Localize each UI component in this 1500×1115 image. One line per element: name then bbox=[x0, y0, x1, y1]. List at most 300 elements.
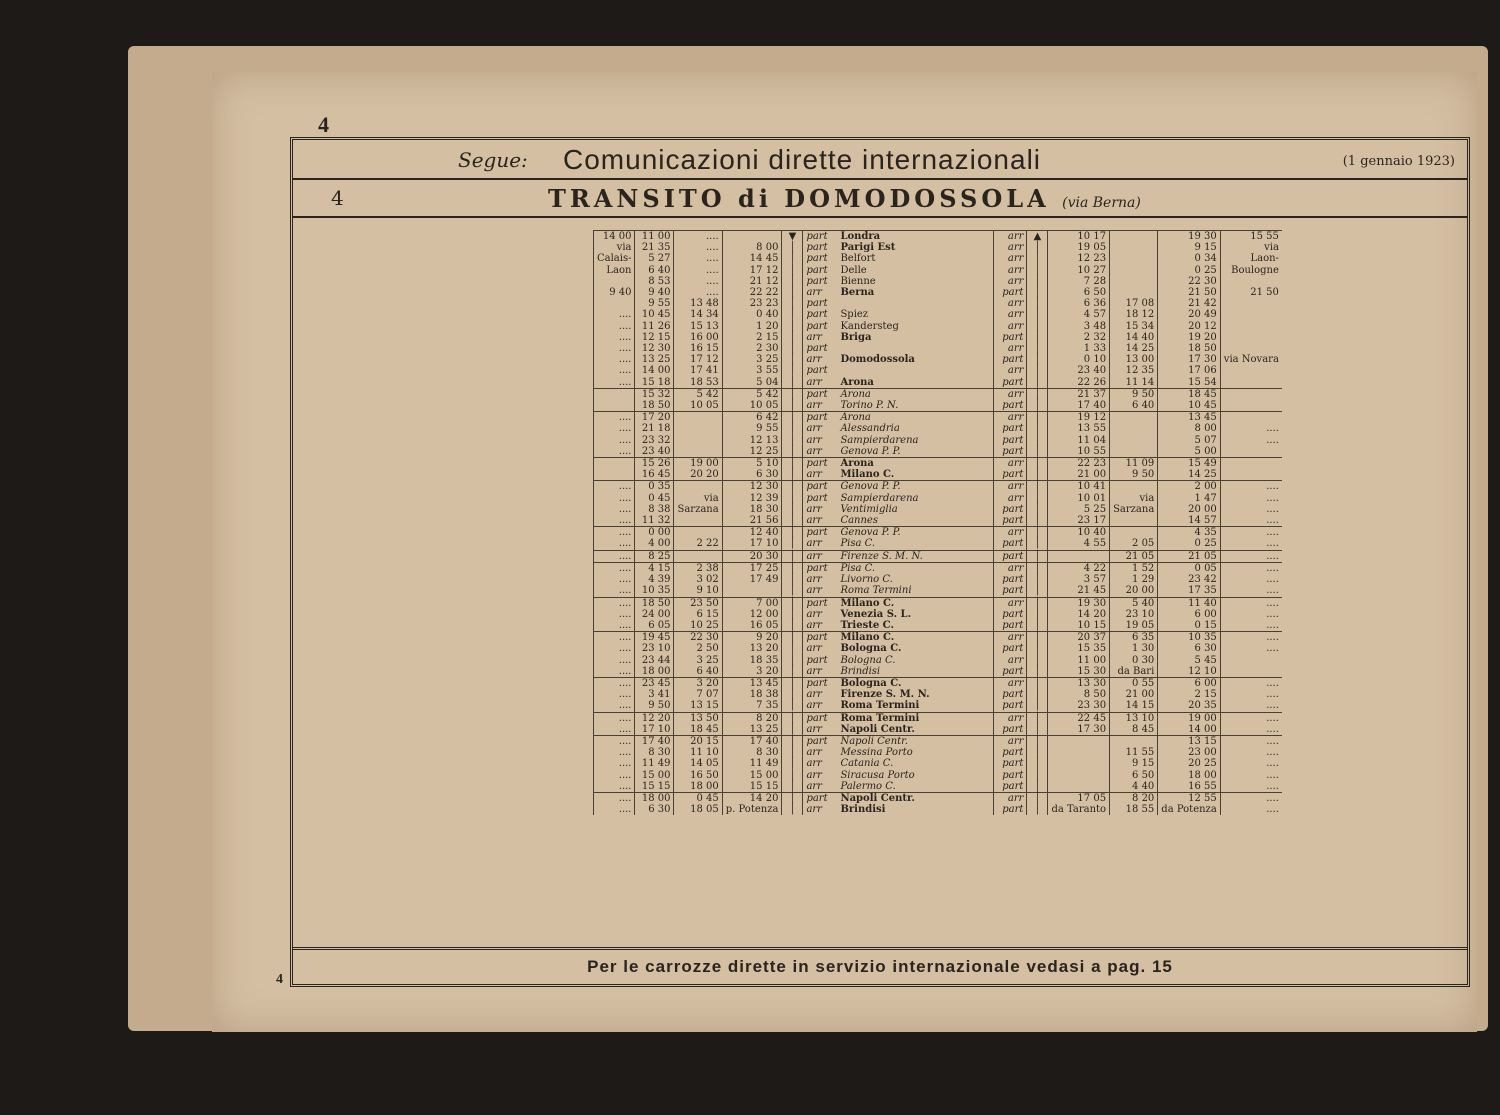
time-cell: 4 22 bbox=[1048, 562, 1110, 574]
arr-part-label: arr bbox=[994, 365, 1027, 376]
arrow-up-icon: │ bbox=[1027, 493, 1048, 504]
station-name: Roma Termini bbox=[837, 712, 994, 724]
time-cell: 14 15 bbox=[1110, 700, 1158, 712]
arr-part-label: part bbox=[803, 265, 838, 276]
arr-part-label: arr bbox=[803, 620, 838, 632]
time-cell: 23 50 bbox=[674, 597, 722, 609]
arrow-up-icon: │ bbox=[1027, 253, 1048, 264]
arr-part-label: part bbox=[994, 770, 1027, 781]
arrow-down-icon: │ bbox=[782, 515, 803, 527]
arrow-down-icon: │ bbox=[782, 469, 803, 481]
arr-part-label: arr bbox=[994, 388, 1027, 400]
arr-part-label: arr bbox=[803, 643, 838, 654]
time-cell: .... bbox=[594, 309, 635, 320]
time-cell bbox=[1220, 655, 1282, 666]
arrow-down-icon: │ bbox=[782, 677, 803, 689]
time-cell: 23 32 bbox=[635, 435, 674, 446]
time-cell: 20 00 bbox=[1158, 504, 1221, 515]
arr-part-label: arr bbox=[994, 253, 1027, 264]
time-cell: .... bbox=[1220, 804, 1282, 815]
time-cell: .... bbox=[674, 231, 722, 243]
arrow-down-icon: │ bbox=[782, 412, 803, 424]
timetable-row bbox=[594, 493, 1282, 504]
station-name: Milano C. bbox=[840, 469, 895, 481]
time-cell: 11 09 bbox=[1110, 458, 1158, 470]
time-cell: 21 42 bbox=[1158, 298, 1221, 309]
time-cell: 22 45 bbox=[1048, 712, 1110, 724]
time-cell bbox=[1110, 435, 1158, 446]
time-cell: 21 00 bbox=[1110, 689, 1158, 700]
time-cell: 4 57 bbox=[1048, 309, 1110, 320]
arrow-down-icon: │ bbox=[782, 332, 803, 343]
arr-part-label: arr bbox=[994, 632, 1027, 644]
time-cell: 6 30 bbox=[722, 469, 782, 481]
arr-part-label: arr bbox=[803, 354, 838, 365]
arrow-down-icon: │ bbox=[782, 620, 803, 632]
time-cell: 6 36 bbox=[1048, 298, 1110, 309]
time-cell: .... bbox=[594, 493, 635, 504]
time-cell: Calais- bbox=[594, 253, 635, 264]
arrow-down-icon: │ bbox=[782, 770, 803, 781]
station-name: Napoli Centr. bbox=[837, 792, 994, 804]
time-cell: 0 40 bbox=[722, 309, 782, 320]
arr-part-label: arr bbox=[803, 689, 838, 700]
arrow-down-icon: │ bbox=[782, 700, 803, 712]
station-name: Bienne bbox=[840, 275, 876, 287]
time-cell: 9 50 bbox=[1110, 388, 1158, 400]
time-cell: 0 34 bbox=[1158, 253, 1221, 264]
arrow-down-icon: │ bbox=[782, 377, 803, 389]
time-cell: 8 20 bbox=[1110, 792, 1158, 804]
time-cell: 4 00 bbox=[635, 538, 674, 550]
arr-part-label: part bbox=[803, 321, 838, 332]
time-cell: 15 54 bbox=[1158, 377, 1221, 389]
timetable-row bbox=[594, 412, 1282, 424]
time-cell: 13 25 bbox=[722, 724, 782, 736]
time-cell: .... bbox=[1220, 735, 1282, 747]
time-cell: 20 30 bbox=[722, 550, 782, 562]
arr-part-label: arr bbox=[803, 400, 838, 412]
timetable-row bbox=[594, 354, 1282, 365]
time-cell: 8 45 bbox=[1110, 724, 1158, 736]
time-cell: .... bbox=[594, 412, 635, 424]
time-cell: .... bbox=[594, 712, 635, 724]
time-cell: 20 37 bbox=[1048, 632, 1110, 644]
time-cell: 2 22 bbox=[674, 538, 722, 550]
time-cell: 11 00 bbox=[1048, 655, 1110, 666]
arr-part-label: part bbox=[994, 643, 1027, 654]
timetable-row bbox=[594, 365, 1282, 376]
time-cell: .... bbox=[594, 574, 635, 585]
station-name: Berna bbox=[840, 287, 875, 299]
time-cell: 21 00 bbox=[1048, 469, 1110, 481]
time-cell: 6 15 bbox=[674, 609, 722, 620]
timetable-row bbox=[594, 689, 1282, 700]
timetable-row bbox=[594, 388, 1282, 400]
time-cell: 20 49 bbox=[1158, 309, 1221, 320]
arr-part-label: arr bbox=[994, 298, 1027, 309]
time-cell: .... bbox=[1220, 689, 1282, 700]
time-cell: 17 41 bbox=[674, 365, 722, 376]
arr-part-label: part bbox=[803, 735, 838, 747]
time-cell: 5 27 bbox=[635, 253, 674, 264]
time-cell: 22 26 bbox=[1048, 377, 1110, 389]
station-name: Briga bbox=[840, 331, 872, 343]
time-cell: 2 15 bbox=[1158, 689, 1221, 700]
station-name: Siracusa Porto bbox=[840, 769, 915, 781]
time-cell: via bbox=[1110, 493, 1158, 504]
arrow-down-icon: ▼ bbox=[782, 231, 803, 243]
station-name: Catania C. bbox=[840, 758, 894, 770]
arr-part-label: part bbox=[803, 527, 838, 539]
arr-part-label: arr bbox=[803, 781, 838, 793]
timetable-row bbox=[594, 724, 1282, 736]
time-cell: 6 40 bbox=[635, 265, 674, 276]
time-cell: .... bbox=[674, 242, 722, 253]
arrow-down-icon: │ bbox=[782, 435, 803, 446]
station-name: Genova P. P. bbox=[837, 481, 994, 493]
arrow-up-icon: │ bbox=[1027, 287, 1048, 298]
time-cell: 6 42 bbox=[722, 412, 782, 424]
time-cell: 17 35 bbox=[1158, 585, 1221, 597]
time-cell: 14 45 bbox=[722, 253, 782, 264]
arrow-down-icon: │ bbox=[782, 298, 803, 309]
table-number: 4 bbox=[331, 186, 344, 210]
arr-part-label: arr bbox=[803, 435, 838, 446]
time-cell: 10 27 bbox=[1048, 265, 1110, 276]
time-cell bbox=[1110, 253, 1158, 264]
time-cell bbox=[674, 446, 722, 458]
arr-part-label: arr bbox=[994, 597, 1027, 609]
time-cell bbox=[1220, 309, 1282, 320]
footer-note: Per le carrozze dirette in servizio internazionale vedasi a pag. 15 bbox=[293, 947, 1467, 984]
time-cell: 0 45 bbox=[635, 493, 674, 504]
time-cell: 16 05 bbox=[722, 620, 782, 632]
timetable-row bbox=[594, 446, 1282, 458]
time-cell: 6 35 bbox=[1110, 632, 1158, 644]
timetable-row bbox=[594, 435, 1282, 446]
timetable-row bbox=[594, 700, 1282, 712]
timetable-row bbox=[594, 309, 1282, 320]
time-cell bbox=[1110, 412, 1158, 424]
timetable-row bbox=[594, 253, 1282, 264]
timetable-row bbox=[594, 781, 1282, 793]
time-cell: 5 42 bbox=[722, 388, 782, 400]
time-cell: 2 05 bbox=[1110, 538, 1158, 550]
time-cell: 17 20 bbox=[635, 412, 674, 424]
time-cell: 6 30 bbox=[635, 804, 674, 815]
arrow-down-icon: │ bbox=[782, 632, 803, 644]
time-cell: 12 23 bbox=[1048, 253, 1110, 264]
timetable-row bbox=[594, 458, 1282, 470]
time-cell: 3 25 bbox=[722, 354, 782, 365]
time-cell: 9 40 bbox=[635, 287, 674, 298]
time-cell: 18 45 bbox=[1158, 388, 1221, 400]
arrow-down-icon: │ bbox=[782, 388, 803, 400]
arrow-up-icon: │ bbox=[1027, 562, 1048, 574]
time-cell: .... bbox=[594, 689, 635, 700]
time-cell: 11 40 bbox=[1158, 597, 1221, 609]
time-cell: 15 30 bbox=[1048, 666, 1110, 678]
timetable-row bbox=[594, 538, 1282, 550]
arr-part-label: part bbox=[803, 309, 838, 320]
station-name: Pisa C. bbox=[840, 538, 876, 550]
station-name: Napoli Centr. bbox=[837, 735, 994, 747]
time-cell: 18 45 bbox=[674, 724, 722, 736]
time-cell: .... bbox=[1220, 677, 1282, 689]
time-cell bbox=[1220, 388, 1282, 400]
time-cell: 23 40 bbox=[1048, 365, 1110, 376]
time-cell: 10 15 bbox=[1048, 620, 1110, 632]
arr-part-label: arr bbox=[994, 481, 1027, 493]
station-name: Arona bbox=[837, 388, 994, 400]
time-cell: 14 00 bbox=[635, 365, 674, 376]
time-cell: 24 00 bbox=[635, 609, 674, 620]
arrow-down-icon: │ bbox=[782, 365, 803, 376]
time-cell: 18 50 bbox=[1158, 343, 1221, 354]
time-cell: 18 30 bbox=[722, 504, 782, 515]
time-cell: 13 20 bbox=[722, 643, 782, 654]
arr-part-label: arr bbox=[994, 493, 1027, 504]
arrow-up-icon: │ bbox=[1027, 574, 1048, 585]
arr-part-label: arr bbox=[994, 309, 1027, 320]
time-cell bbox=[1110, 423, 1158, 434]
arrow-down-icon: │ bbox=[782, 538, 803, 550]
time-cell: .... bbox=[594, 758, 635, 769]
arrow-up-icon: │ bbox=[1027, 724, 1048, 736]
time-cell: 20 25 bbox=[1158, 758, 1221, 769]
time-cell: 18 50 bbox=[635, 597, 674, 609]
arrow-down-icon: │ bbox=[782, 354, 803, 365]
time-cell: 14 05 bbox=[674, 758, 722, 769]
arr-part-label: part bbox=[994, 585, 1027, 597]
arr-part-label: part bbox=[994, 446, 1027, 458]
time-cell: 3 57 bbox=[1048, 574, 1110, 585]
arr-part-label: part bbox=[803, 298, 838, 309]
station-name: Firenze S. M. N. bbox=[840, 689, 930, 701]
timetable-row bbox=[594, 343, 1282, 354]
arr-part-label: part bbox=[803, 677, 838, 689]
station-name: Bologna C. bbox=[840, 654, 896, 666]
timetable-row bbox=[594, 609, 1282, 620]
time-cell: Boulogne bbox=[1220, 265, 1282, 276]
time-cell: .... bbox=[594, 781, 635, 793]
arrow-down-icon: │ bbox=[782, 446, 803, 458]
time-cell: .... bbox=[594, 377, 635, 389]
time-cell: 12 55 bbox=[1158, 792, 1221, 804]
time-cell: 11 14 bbox=[1110, 377, 1158, 389]
arr-part-label: arr bbox=[803, 515, 838, 527]
timetable-row bbox=[594, 666, 1282, 678]
time-cell: 13 45 bbox=[1158, 412, 1221, 424]
station-name: Sampierdarena bbox=[840, 434, 919, 446]
arr-part-label: arr bbox=[803, 574, 838, 585]
station-name: Bologna C. bbox=[837, 677, 994, 689]
arr-part-label: arr bbox=[803, 377, 838, 389]
arr-part-label: part bbox=[994, 515, 1027, 527]
arrow-up-icon: │ bbox=[1027, 242, 1048, 253]
time-cell: 0 05 bbox=[1158, 562, 1221, 574]
time-cell: Laon- bbox=[1220, 253, 1282, 264]
time-cell: 5 04 bbox=[722, 377, 782, 389]
time-cell: 23 23 bbox=[722, 298, 782, 309]
timetable-row bbox=[594, 770, 1282, 781]
station-name: Arona bbox=[837, 458, 994, 470]
time-cell: .... bbox=[594, 609, 635, 620]
time-cell: 10 05 bbox=[722, 400, 782, 412]
time-cell: 8 20 bbox=[722, 712, 782, 724]
time-cell: .... bbox=[594, 504, 635, 515]
station-name: Domodossola bbox=[840, 354, 915, 366]
time-cell: .... bbox=[594, 770, 635, 781]
time-cell: 9 55 bbox=[722, 423, 782, 434]
arr-part-label: part bbox=[994, 469, 1027, 481]
time-cell: .... bbox=[594, 597, 635, 609]
arr-part-label: part bbox=[994, 504, 1027, 515]
arr-part-label: part bbox=[994, 620, 1027, 632]
time-cell: .... bbox=[1220, 770, 1282, 781]
station-name: Milano C. bbox=[837, 632, 994, 644]
time-cell: 17 25 bbox=[722, 562, 782, 574]
time-cell: .... bbox=[1220, 585, 1282, 597]
arr-part-label: part bbox=[994, 666, 1027, 678]
time-cell: 17 40 bbox=[1048, 400, 1110, 412]
time-cell: 17 12 bbox=[722, 265, 782, 276]
timetable-row bbox=[594, 655, 1282, 666]
issue-date: (1 gennaio 1923) bbox=[1342, 154, 1455, 169]
time-cell: 5 25 bbox=[1048, 504, 1110, 515]
time-cell bbox=[1110, 515, 1158, 527]
time-cell: 18 12 bbox=[1110, 309, 1158, 320]
arrow-up-icon: │ bbox=[1027, 354, 1048, 365]
arrow-up-icon: │ bbox=[1027, 758, 1048, 769]
time-cell: 16 55 bbox=[1158, 781, 1221, 793]
time-cell: 6 40 bbox=[674, 666, 722, 678]
time-cell: 15 32 bbox=[635, 388, 674, 400]
timetable-row bbox=[594, 423, 1282, 434]
timetable-row bbox=[594, 550, 1282, 562]
arrow-up-icon: │ bbox=[1027, 265, 1048, 276]
time-cell: 15 15 bbox=[722, 781, 782, 793]
time-cell: 14 20 bbox=[1048, 609, 1110, 620]
timetable-row bbox=[594, 504, 1282, 515]
time-cell: 11 10 bbox=[674, 747, 722, 758]
arrow-up-icon: │ bbox=[1027, 400, 1048, 412]
time-cell: 3 48 bbox=[1048, 321, 1110, 332]
time-cell bbox=[674, 550, 722, 562]
time-cell: 12 35 bbox=[1110, 365, 1158, 376]
time-cell: 19 30 bbox=[1158, 231, 1221, 243]
arrow-down-icon: │ bbox=[782, 689, 803, 700]
time-cell: p. Potenza bbox=[722, 804, 782, 815]
timetable-row bbox=[594, 574, 1282, 585]
time-cell: .... bbox=[594, 792, 635, 804]
time-cell: 7 07 bbox=[674, 689, 722, 700]
time-cell bbox=[1220, 332, 1282, 343]
time-cell: .... bbox=[594, 735, 635, 747]
time-cell: 14 20 bbox=[722, 792, 782, 804]
station-name: Roma Termini bbox=[840, 585, 912, 597]
time-cell: .... bbox=[1220, 609, 1282, 620]
time-cell: 6 00 bbox=[1158, 609, 1221, 620]
time-cell: 15 26 bbox=[635, 458, 674, 470]
station-name: Messina Porto bbox=[840, 747, 913, 759]
time-cell: 15 13 bbox=[674, 321, 722, 332]
time-cell: 22 23 bbox=[1048, 458, 1110, 470]
timetable-row bbox=[594, 712, 1282, 724]
time-cell: 15 18 bbox=[635, 377, 674, 389]
arrow-up-icon: │ bbox=[1027, 804, 1048, 815]
time-cell: 17 49 bbox=[722, 574, 782, 585]
page-number-bottom: 4 bbox=[276, 972, 283, 987]
time-cell: 22 22 bbox=[722, 287, 782, 298]
time-cell: .... bbox=[1220, 538, 1282, 550]
arr-part-label: part bbox=[803, 562, 838, 574]
arr-part-label: part bbox=[994, 354, 1027, 365]
arrow-up-icon: │ bbox=[1027, 365, 1048, 376]
time-cell: 16 15 bbox=[674, 343, 722, 354]
time-cell: 8 00 bbox=[1158, 423, 1221, 434]
arrow-down-icon: │ bbox=[782, 597, 803, 609]
time-cell: 8 50 bbox=[1048, 689, 1110, 700]
time-cell: .... bbox=[1220, 562, 1282, 574]
time-cell: 2 32 bbox=[1048, 332, 1110, 343]
arr-part-label: part bbox=[994, 574, 1027, 585]
time-cell: 21 35 bbox=[635, 242, 674, 253]
time-cell: 5 45 bbox=[1158, 655, 1221, 666]
arr-part-label: part bbox=[994, 609, 1027, 620]
time-cell: 13 00 bbox=[1110, 354, 1158, 365]
time-cell: 9 15 bbox=[1158, 242, 1221, 253]
arrow-down-icon: │ bbox=[782, 481, 803, 493]
station-name: Brindisi bbox=[840, 804, 886, 816]
time-cell: Sarzana bbox=[1110, 504, 1158, 515]
time-cell: .... bbox=[594, 435, 635, 446]
time-cell: 23 30 bbox=[1048, 700, 1110, 712]
time-cell: 11 04 bbox=[1048, 435, 1110, 446]
arr-part-label: arr bbox=[803, 700, 838, 712]
time-cell bbox=[1220, 321, 1282, 332]
time-cell: 12 40 bbox=[722, 527, 782, 539]
arr-part-label: part bbox=[994, 332, 1027, 343]
time-cell: 10 45 bbox=[1158, 400, 1221, 412]
arr-part-label: part bbox=[803, 481, 838, 493]
time-cell bbox=[594, 276, 635, 287]
time-cell: .... bbox=[1220, 643, 1282, 654]
time-cell: 1 47 bbox=[1158, 493, 1221, 504]
timetable-row bbox=[594, 400, 1282, 412]
time-cell: 9 50 bbox=[1110, 469, 1158, 481]
time-cell: 10 45 bbox=[635, 309, 674, 320]
arrow-up-icon: │ bbox=[1027, 550, 1048, 562]
time-cell: 13 55 bbox=[1048, 423, 1110, 434]
timetable-row bbox=[594, 377, 1282, 389]
arrow-down-icon: │ bbox=[782, 585, 803, 597]
time-cell bbox=[1048, 781, 1110, 793]
time-cell bbox=[1220, 412, 1282, 424]
time-cell bbox=[1220, 298, 1282, 309]
time-cell: .... bbox=[1220, 504, 1282, 515]
arrow-down-icon: │ bbox=[782, 343, 803, 354]
arr-part-label: arr bbox=[803, 747, 838, 758]
time-cell: 15 49 bbox=[1158, 458, 1221, 470]
time-cell: 16 45 bbox=[635, 469, 674, 481]
arr-part-label: part bbox=[803, 276, 838, 287]
time-cell: 13 45 bbox=[722, 677, 782, 689]
time-cell bbox=[1110, 242, 1158, 253]
time-cell: 10 40 bbox=[1048, 527, 1110, 539]
time-cell: Laon bbox=[594, 265, 635, 276]
